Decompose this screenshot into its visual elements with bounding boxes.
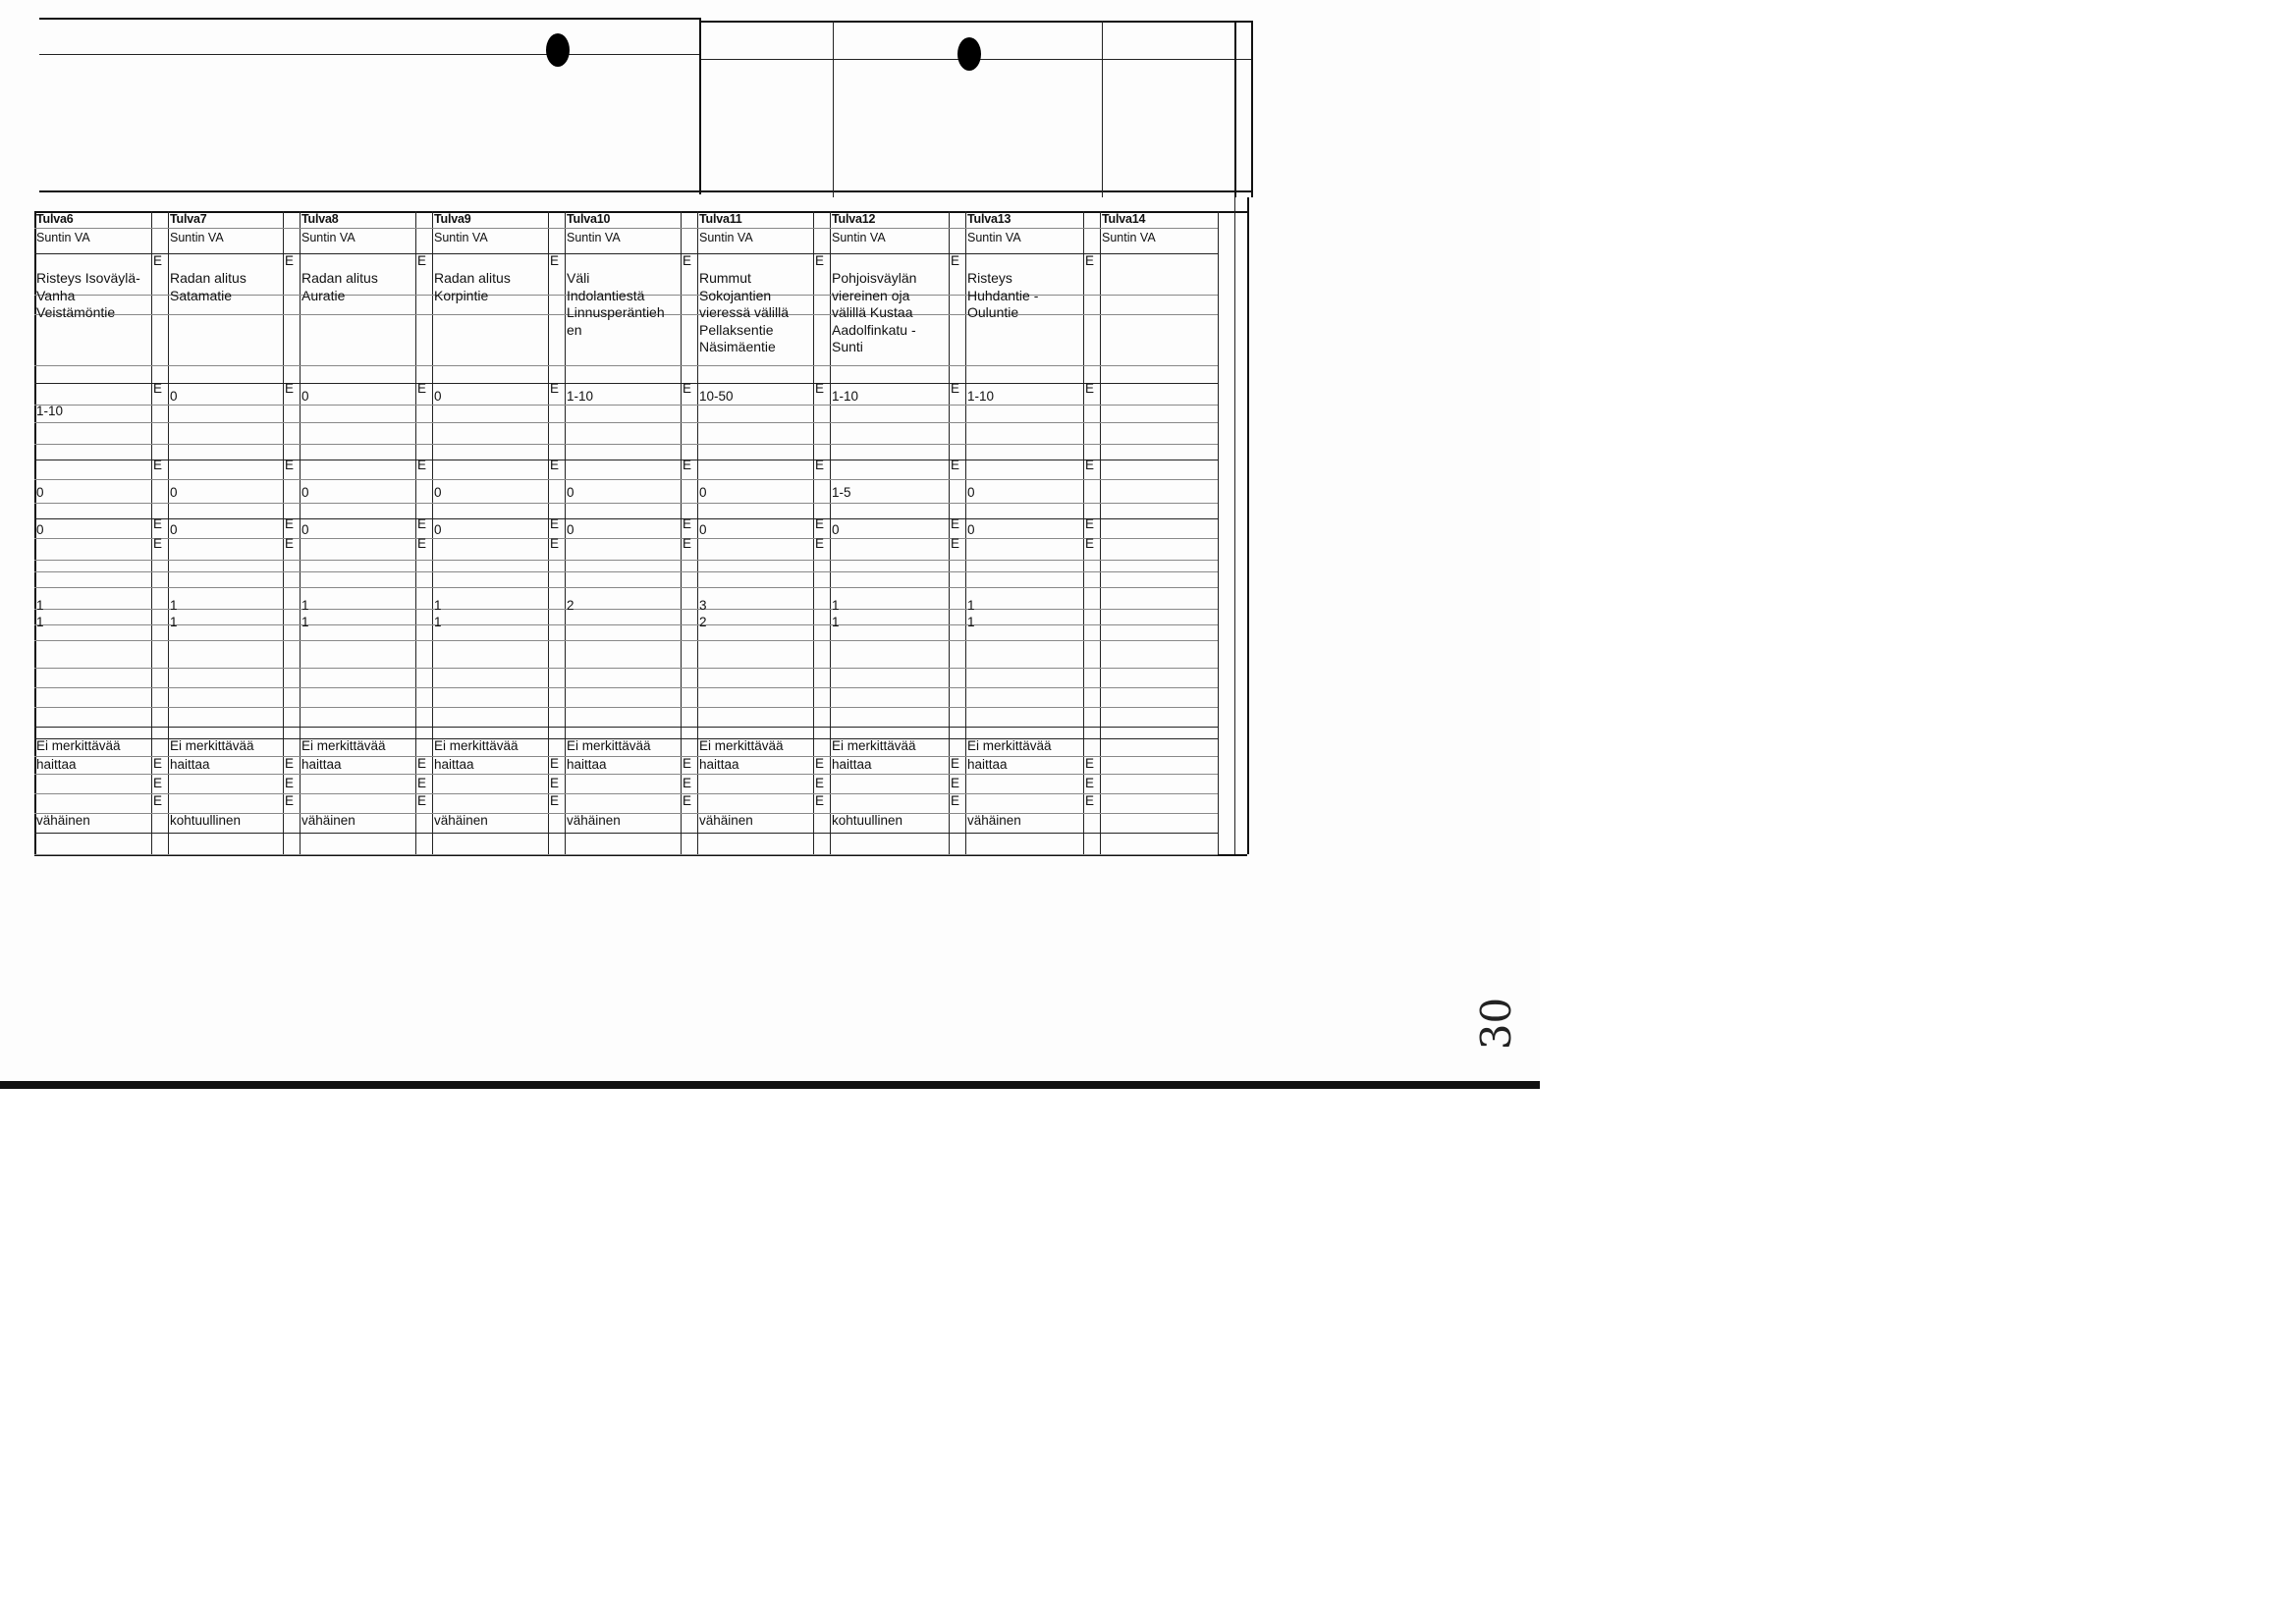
marker-letter: E <box>815 536 825 551</box>
marker-letter: E <box>683 756 692 771</box>
table-rule <box>34 854 1218 855</box>
location-description: Risteys Isoväylä- Vanha Veistämöntie <box>36 270 140 320</box>
marker-letter: E <box>153 253 163 268</box>
marker-letter: E <box>683 793 692 808</box>
table-rule <box>1247 197 1249 854</box>
count-b-value: 1 <box>170 615 178 629</box>
marker-letter: E <box>815 756 825 771</box>
impact-level: kohtuullinen <box>170 813 242 828</box>
marker-letter: E <box>683 458 692 472</box>
count-b-value: 1 <box>301 615 309 629</box>
marker-letter: E <box>417 381 427 396</box>
duration-value: 0 <box>170 522 178 537</box>
tulva-column <box>965 211 1081 854</box>
table-rule <box>1083 211 1084 854</box>
harm-text: Ei merkittävää haittaa <box>170 738 254 772</box>
marker-letter: E <box>951 756 960 771</box>
marker-letter: E <box>417 253 427 268</box>
harm-text: Ei merkittävää haittaa <box>36 738 121 772</box>
marker-letter: E <box>1085 381 1095 396</box>
impact-level: vähäinen <box>699 813 753 828</box>
table-rule <box>415 211 416 854</box>
harm-text: Ei merkittävää haittaa <box>699 738 784 772</box>
page-number: 30 <box>1471 997 1520 1051</box>
count-b-value: 2 <box>699 615 707 629</box>
column-title: Tulva7 <box>170 212 207 226</box>
count-a-value: 1 <box>301 598 309 613</box>
tulva-column <box>565 211 681 854</box>
extent-value: 1-5 <box>832 485 851 500</box>
marker-letter: E <box>417 458 427 472</box>
marker-letter: E <box>815 793 825 808</box>
marker-letter: E <box>550 793 560 808</box>
marker-letter: E <box>683 253 692 268</box>
marker-letter: E <box>285 516 295 531</box>
column-title: Tulva6 <box>36 212 74 226</box>
marker-letter: E <box>153 536 163 551</box>
range-value: 1-10 <box>967 389 995 404</box>
harm-text: Ei merkittävää haittaa <box>301 738 386 772</box>
table-rule <box>1234 197 1235 854</box>
marker-letter: E <box>683 381 692 396</box>
extent-value: 0 <box>434 485 442 500</box>
marker-letter: E <box>550 516 560 531</box>
marker-letter: E <box>951 381 960 396</box>
count-a-value: 3 <box>699 598 707 613</box>
marker-letter: E <box>550 458 560 472</box>
marker-letter: E <box>550 756 560 771</box>
marker-letter: E <box>285 381 295 396</box>
punch-hole <box>957 37 981 71</box>
range-value: 10-50 <box>699 389 734 404</box>
column-owner: Suntin VA <box>36 231 90 244</box>
column-owner: Suntin VA <box>699 231 753 244</box>
duration-value: 0 <box>434 522 442 537</box>
count-a-value: 2 <box>567 598 574 613</box>
marker-letter: E <box>683 776 692 790</box>
marker-letter: E <box>1085 776 1095 790</box>
count-b-value: 1 <box>832 615 840 629</box>
column-title: Tulva12 <box>832 212 876 226</box>
scanned-document-page <box>0 0 1540 1089</box>
marker-letter: E <box>153 516 163 531</box>
column-title: Tulva13 <box>967 212 1011 226</box>
table-rule <box>548 211 549 854</box>
column-owner: Suntin VA <box>832 231 886 244</box>
column-title: Tulva9 <box>434 212 471 226</box>
count-b-value: 1 <box>967 615 975 629</box>
location-description: Risteys Huhdantie - Ouluntie <box>967 270 1039 320</box>
range-value: 0 <box>434 389 442 404</box>
marker-letter: E <box>1085 516 1095 531</box>
harm-text: Ei merkittävää haittaa <box>832 738 916 772</box>
marker-letter: E <box>285 536 295 551</box>
column-owner: Suntin VA <box>1102 231 1156 244</box>
marker-letter: E <box>683 516 692 531</box>
harm-text: Ei merkittävää haittaa <box>567 738 651 772</box>
marker-letter: E <box>951 793 960 808</box>
location-description: Pohjoisväylän viereinen oja välillä Kustaa Aadolfinkatu - Sunti <box>832 270 917 354</box>
marker-letter: E <box>815 253 825 268</box>
extent-value: 0 <box>967 485 975 500</box>
duration-value: 0 <box>301 522 309 537</box>
marker-letter: E <box>417 536 427 551</box>
column-owner: Suntin VA <box>301 231 355 244</box>
punch-hole <box>546 33 570 67</box>
column-title: Tulva11 <box>699 212 742 226</box>
marker-letter: E <box>417 516 427 531</box>
marker-letter: E <box>550 536 560 551</box>
table-rule <box>949 211 950 854</box>
tulva-column <box>300 211 415 854</box>
harm-text: Ei merkittävää haittaa <box>434 738 519 772</box>
location-description: Radan alitus Satamatie <box>170 270 246 303</box>
marker-letter: E <box>417 756 427 771</box>
range-value: 1-10 <box>36 404 64 418</box>
tulva-column <box>168 211 284 854</box>
marker-letter: E <box>550 253 560 268</box>
marker-letter: E <box>153 793 163 808</box>
marker-letter: E <box>951 458 960 472</box>
count-b-value: 1 <box>434 615 442 629</box>
scan-bottom-edge <box>0 1081 1540 1089</box>
marker-letter: E <box>285 253 295 268</box>
range-value: 0 <box>170 389 178 404</box>
marker-letter: E <box>951 536 960 551</box>
marker-letter: E <box>815 458 825 472</box>
column-title: Tulva14 <box>1102 212 1146 226</box>
count-a-value: 1 <box>434 598 442 613</box>
tulva-column <box>432 211 548 854</box>
marker-letter: E <box>153 458 163 472</box>
column-owner: Suntin VA <box>567 231 621 244</box>
marker-letter: E <box>417 793 427 808</box>
marker-letter: E <box>815 516 825 531</box>
marker-letter: E <box>951 516 960 531</box>
count-a-value: 1 <box>967 598 975 613</box>
range-value: 0 <box>301 389 309 404</box>
marker-letter: E <box>1085 536 1095 551</box>
impact-level: vähäinen <box>567 813 621 828</box>
count-b-value: 1 <box>36 615 44 629</box>
column-title: Tulva10 <box>567 212 611 226</box>
marker-letter: E <box>153 776 163 790</box>
marker-letter: E <box>1085 756 1095 771</box>
marker-letter: E <box>815 776 825 790</box>
duration-value: 0 <box>699 522 707 537</box>
tulva-column <box>830 211 946 854</box>
count-a-value: 1 <box>832 598 840 613</box>
duration-value: 0 <box>832 522 840 537</box>
column-title: Tulva8 <box>301 212 339 226</box>
impact-level: vähäinen <box>967 813 1021 828</box>
marker-letter: E <box>153 381 163 396</box>
location-description: Radan alitus Korpintie <box>434 270 511 303</box>
marker-letter: E <box>550 381 560 396</box>
column-owner: Suntin VA <box>170 231 224 244</box>
extent-value: 0 <box>301 485 309 500</box>
duration-value: 0 <box>567 522 574 537</box>
marker-letter: E <box>1085 253 1095 268</box>
impact-level: vähäinen <box>301 813 355 828</box>
location-description: Rummut Sokojantien vieressä välillä Pellaksentie Näsimäentie <box>699 270 790 354</box>
marker-letter: E <box>1085 458 1095 472</box>
marker-letter: E <box>1085 793 1095 808</box>
marker-letter: E <box>285 776 295 790</box>
marker-letter: E <box>550 776 560 790</box>
marker-letter: E <box>815 381 825 396</box>
marker-letter: E <box>285 756 295 771</box>
tulva-column <box>1100 211 1216 854</box>
count-a-value: 1 <box>170 598 178 613</box>
column-owner: Suntin VA <box>434 231 488 244</box>
extent-value: 0 <box>170 485 178 500</box>
tulva-column <box>697 211 813 854</box>
marker-letter: E <box>285 458 295 472</box>
impact-level: vähäinen <box>36 813 90 828</box>
table-rule <box>1218 211 1219 854</box>
marker-letter: E <box>951 253 960 268</box>
impact-level: kohtuullinen <box>832 813 903 828</box>
marker-letter: E <box>153 756 163 771</box>
count-a-value: 1 <box>36 598 44 613</box>
location-description: Väli Indolantiestä Linnusperäntieh en <box>567 270 665 338</box>
extent-value: 0 <box>36 485 44 500</box>
impact-level: vähäinen <box>434 813 488 828</box>
marker-letter: E <box>951 776 960 790</box>
column-owner: Suntin VA <box>967 231 1021 244</box>
harm-text: Ei merkittävää haittaa <box>967 738 1052 772</box>
marker-letter: E <box>683 536 692 551</box>
location-description: Radan alitus Auratie <box>301 270 378 303</box>
marker-letter: E <box>417 776 427 790</box>
tulva-column <box>34 211 150 854</box>
range-value: 1-10 <box>832 389 859 404</box>
range-value: 1-10 <box>567 389 594 404</box>
duration-value: 0 <box>967 522 975 537</box>
extent-value: 0 <box>567 485 574 500</box>
marker-letter: E <box>285 793 295 808</box>
duration-value: 0 <box>36 522 44 537</box>
extent-value: 0 <box>699 485 707 500</box>
